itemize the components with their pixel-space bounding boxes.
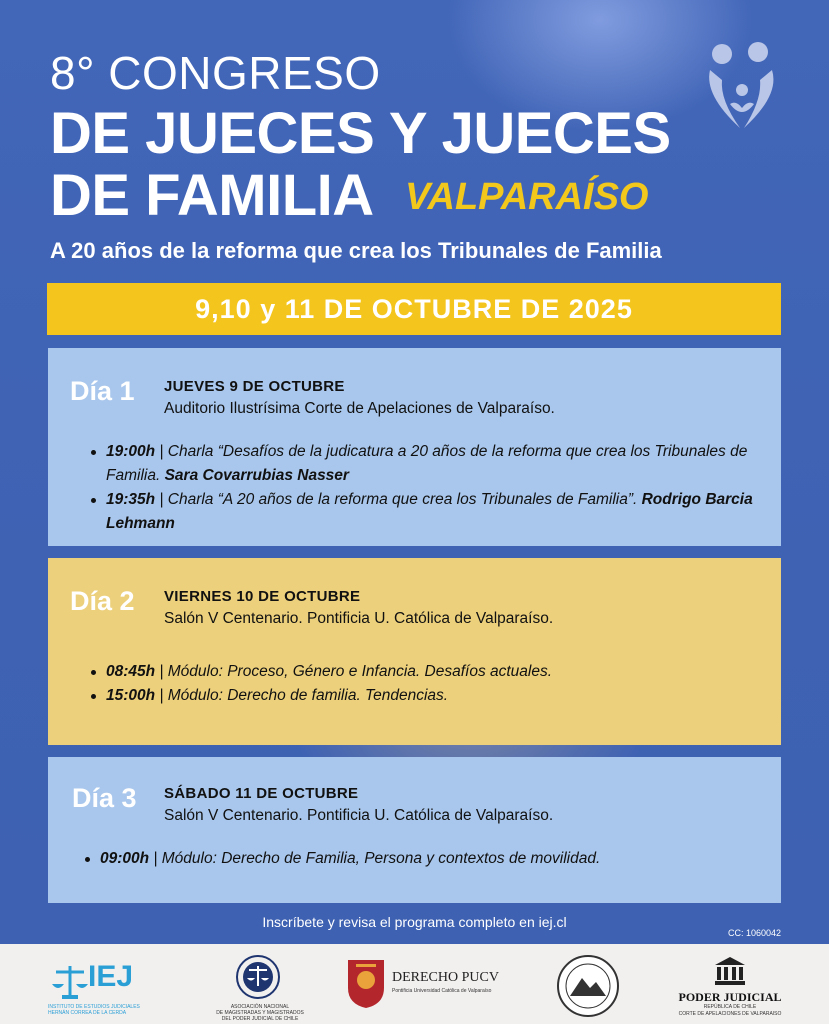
event-time: 19:00h — [106, 443, 156, 460]
event-item — [88, 488, 761, 536]
pucv-shield-icon — [346, 958, 386, 1010]
event-list — [82, 847, 761, 871]
pj-court: CORTE DE APELACIONES DE VALPARAISO — [678, 1011, 782, 1017]
title-line1: 8° CONGRESO — [50, 47, 381, 99]
event-time: 09:00h — [100, 850, 150, 867]
footer-note: Inscríbete y revisa el programa completo en iej.cl — [262, 914, 567, 930]
pucv-name: DERECHO PUCV — [392, 970, 499, 985]
anm-logo — [205, 944, 315, 1024]
event-time: 08:45h — [106, 663, 156, 680]
mountain-seal-icon — [556, 954, 620, 1018]
title-line3: DE FAMILIA — [50, 163, 374, 228]
courthouse-icon — [714, 956, 746, 986]
magistrates-seal-icon — [235, 954, 281, 1000]
event-text: | Charla “Desafíos de la judicatura a 20 años de la reforma que crea los Tribunales de Familia. — [106, 443, 748, 484]
day-card-1 — [48, 348, 781, 546]
cc-code: CC: 1060042 — [727, 928, 781, 938]
day-venue: Salón V Centenario. Pontificia U. Católica de Valparaíso. — [164, 807, 554, 824]
day-label: Día 3 — [72, 783, 137, 813]
event-speaker: Rodrigo Barcia Lehmann — [106, 491, 753, 532]
day-date: SÁBADO 11 DE OCTUBRE — [164, 785, 359, 802]
iej-logo — [48, 944, 168, 1024]
event-speaker: Sara Covarrubias Nasser — [164, 467, 349, 484]
event-time: 15:00h — [106, 687, 156, 704]
day-card-2 — [48, 558, 781, 745]
anm-line2: DE MAGISTRADAS Y MAGISTRADOS — [216, 1010, 304, 1016]
city-label: VALPARAÍSO — [405, 176, 649, 218]
event-item — [88, 684, 761, 708]
event-text: | Módulo: Derecho de Familia, Persona y contextos de movilidad. — [149, 850, 601, 867]
event-time: 19:35h — [106, 491, 156, 508]
title-line2: DE JUECES Y JUECES — [50, 101, 671, 166]
subtitle: A 20 años de la reforma que crea los Tribunales de Familia — [50, 238, 662, 263]
pj-name: PODER JUDICIAL — [678, 990, 782, 1004]
day-label: Día 1 — [70, 376, 135, 406]
day-venue: Salón V Centenario. Pontificia U. Católica de Valparaíso. — [164, 610, 554, 627]
circle-seal-logo — [552, 944, 624, 1024]
event-item — [82, 847, 761, 871]
pucv-logo — [342, 944, 512, 1024]
pucv-sub: Pontificia Universidad Católica de Valparaíso — [392, 988, 492, 994]
pj-country: REPÚBLICA DE CHILE — [703, 1004, 757, 1010]
day-date: JUEVES 9 DE OCTUBRE — [164, 378, 345, 395]
logo-strip — [0, 944, 829, 1024]
day-date: VIERNES 10 DE OCTUBRE — [164, 588, 361, 605]
scales-icon — [50, 962, 90, 1002]
event-list — [88, 440, 761, 536]
event-item — [88, 440, 761, 488]
iej-line2: HERNÁN CORREA DE LA CERDA — [48, 1010, 127, 1016]
anm-line3: DEL PODER JUDICIAL DE CHILE — [221, 1016, 299, 1022]
event-text: | Módulo: Derecho de familia. Tendencias. — [155, 687, 449, 704]
day-card-3 — [48, 757, 781, 903]
event-text: | Módulo: Proceso, Género e Infancia. Desafíos actuales. — [155, 663, 553, 680]
date-banner: 9,10 y 11 DE OCTUBRE DE 2025 — [47, 283, 781, 335]
poder-judicial-logo — [670, 944, 790, 1024]
iej-mark: IEJ — [88, 960, 134, 993]
family-icon — [700, 40, 784, 136]
event-list — [88, 660, 761, 708]
event-text: | Charla “A 20 años de la reforma que crea los Tribunales de Familia”. — [155, 491, 642, 508]
event-item — [88, 660, 761, 684]
anm-line1: ASOCIACIÓN NACIONAL — [230, 1004, 290, 1010]
day-label: Día 2 — [70, 586, 135, 616]
iej-line1: INSTITUTO DE ESTUDIOS JUDICIALES — [48, 1004, 140, 1010]
day-venue: Auditorio Ilustrísima Corte de Apelaciones de Valparaíso. — [164, 400, 555, 417]
